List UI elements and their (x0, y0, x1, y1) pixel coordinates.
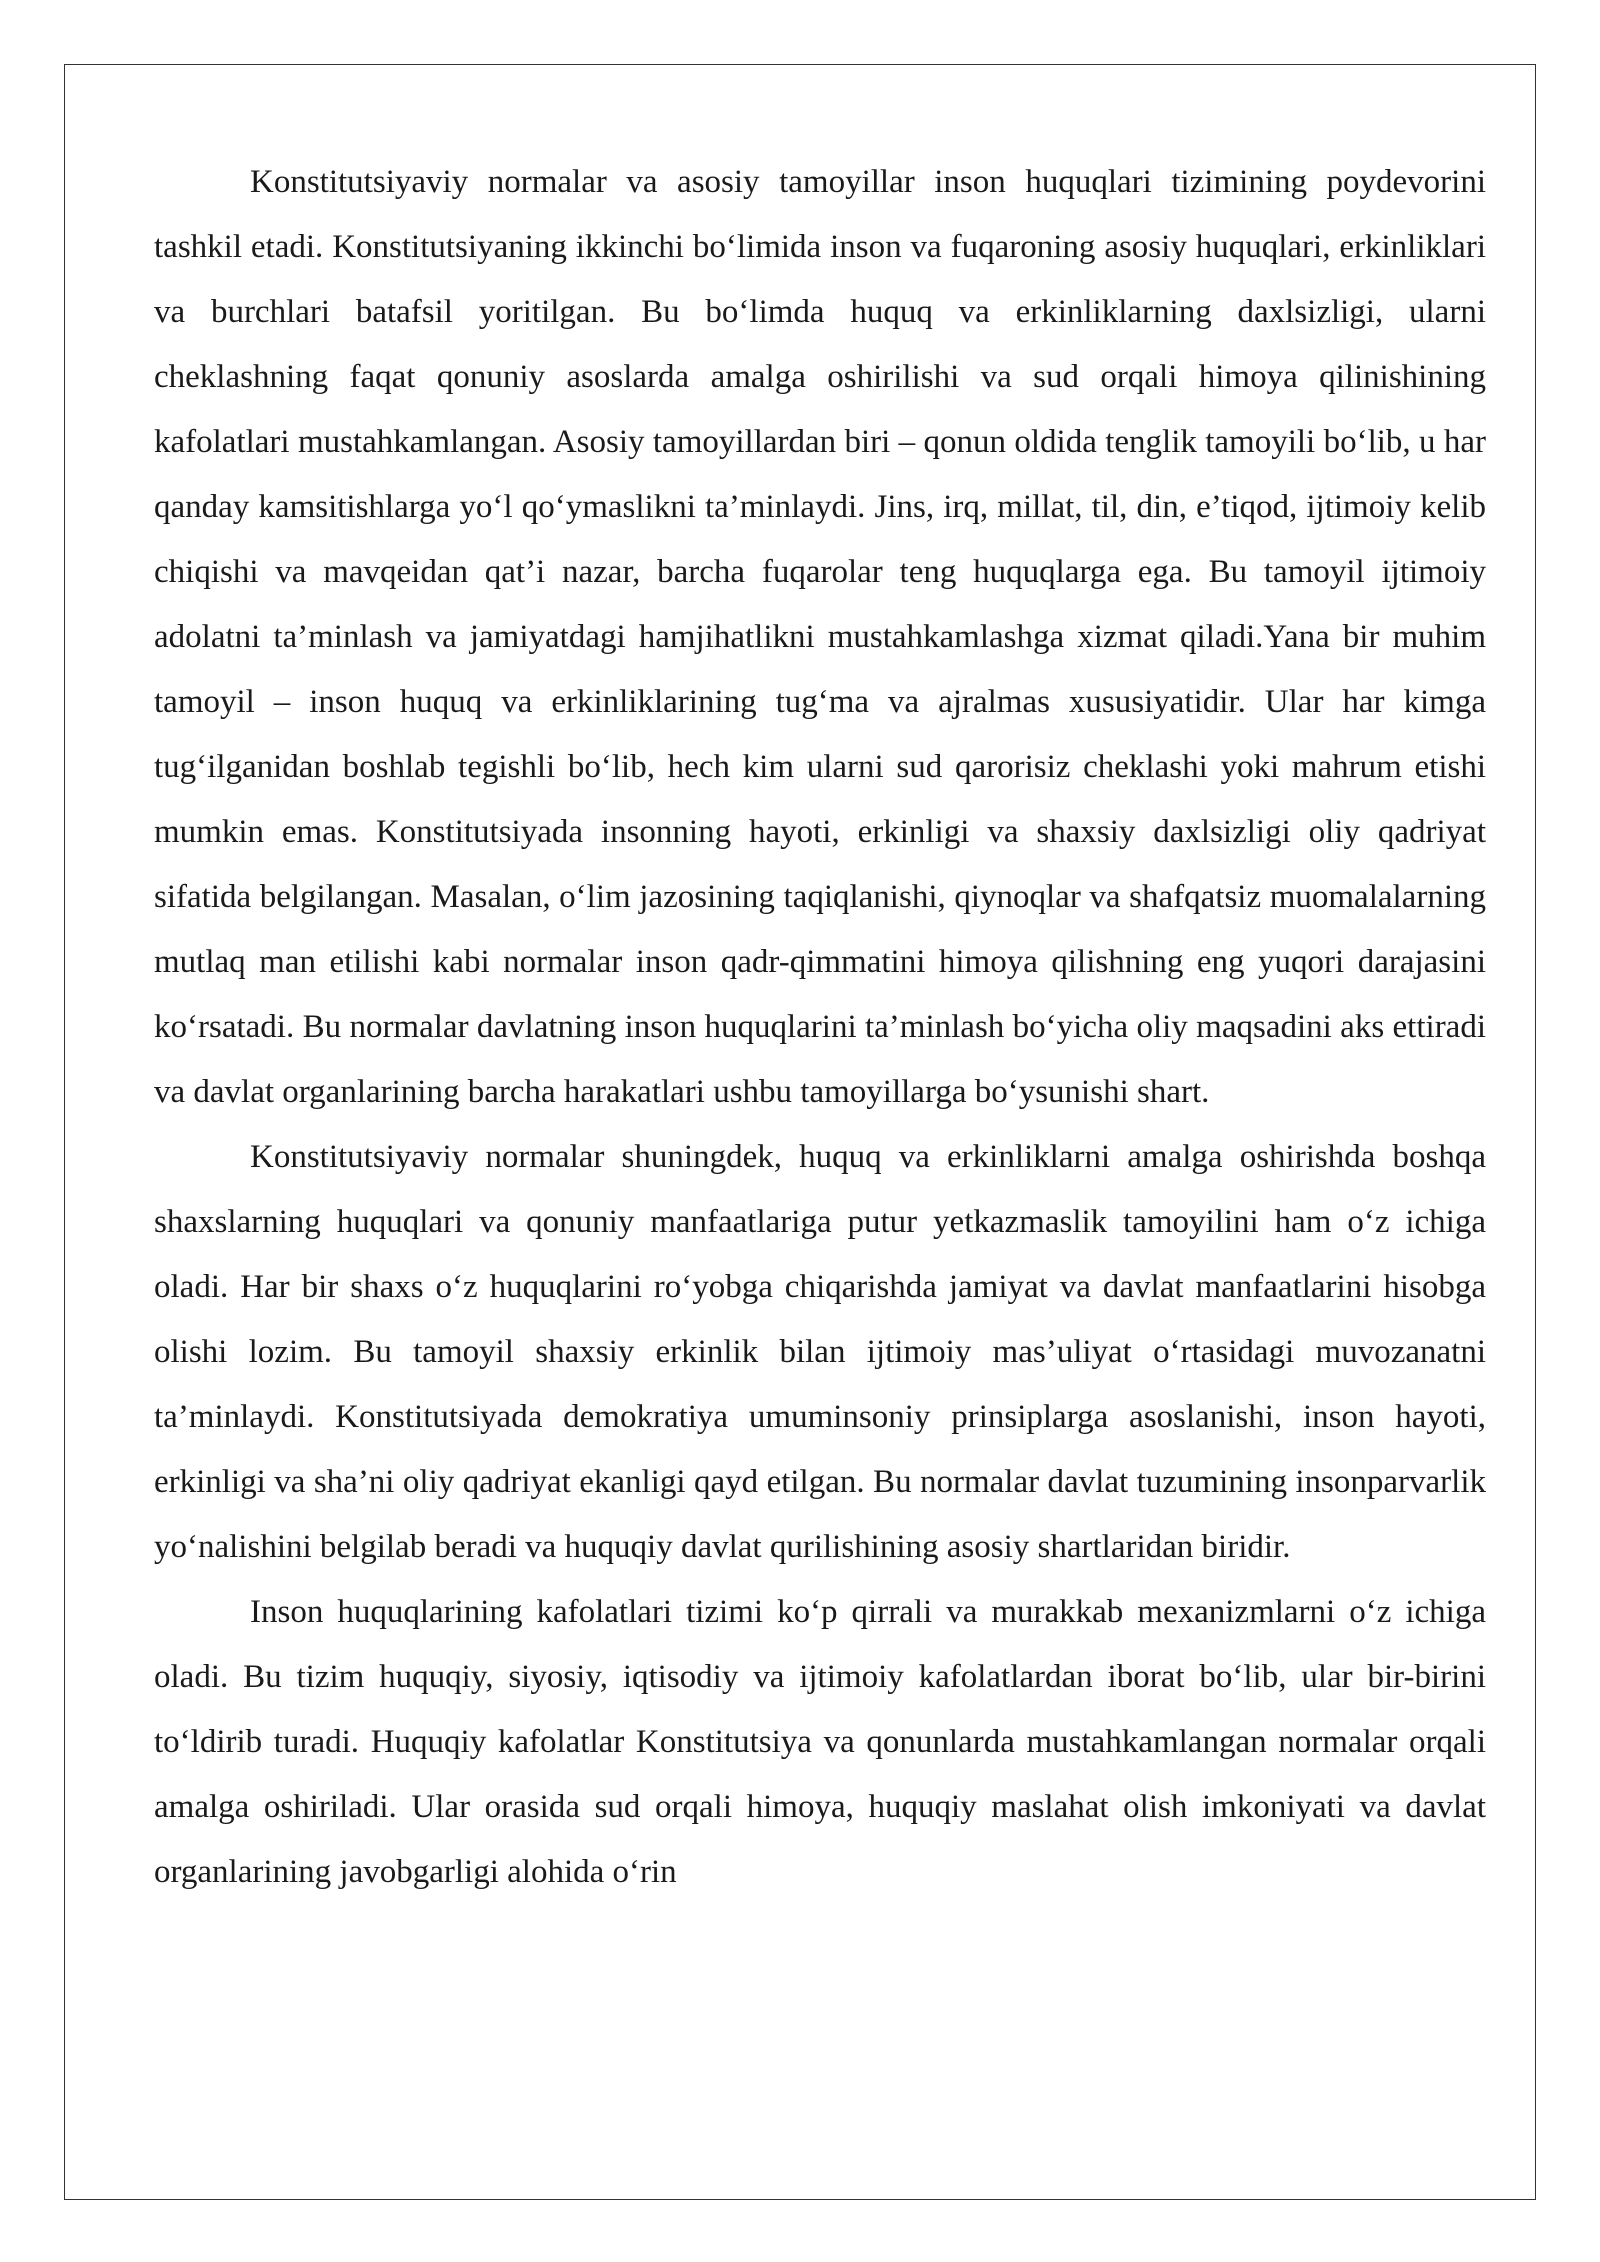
document-body (154, 150, 1486, 1905)
paragraph-3: Inson huquqlarining kafolatlari tizimi ko‘p qirrali va murakkab mexanizmlarni o‘z ichiga oladi. Bu tizim huquqiy, siyosiy, iqtisodiy va ijtimoiy kafolatlardan iborat bo‘lib, ular bir-birini to‘ldirib turadi. Huquqiy kafolatlar Konstitutsiya va qonunlarda mustahkamlangan normalar orqali amalga oshiriladi. Ular orasida sud orqali himoya, huquqiy maslahat olish imkoniyati va davlat organlarining javobgarligi alohida o‘rin (154, 1594, 1486, 1890)
paragraph-1: Konstitutsiyaviy normalar va asosiy tamoyillar inson huquqlari tizimining poydevorini tashkil etadi. Konstitutsiyaning ikkinchi bo‘limida inson va fuqaroning asosiy huquqlari, erkinliklari va burchlari batafsil yoritilgan. Bu bo‘limda huquq va erkinliklarning daxlsizligi, ularni cheklashning faqat qonuniy asoslarda amalga oshirilishi va sud orqali himoya qilinishining kafolatlari mustahkamlangan. Asosiy tamoyillardan biri – qonun oldida tenglik tamoyili bo‘lib, u har qanday kamsitishlarga yo‘l qo‘ymaslikni ta’minlaydi. Jins, irq, millat, til, din, e’tiqod, ijtimoiy kelib chiqishi va mavqeidan qat’i nazar, barcha fuqarolar teng huquqlarga ega. Bu tamoyil ijtimoiy adolatni ta’minlash va jamiyatdagi hamjihatlikni mustahkamlashga xizmat qiladi.Yana bir muhim tamoyil – inson huquq va erkinliklarining tug‘ma va ajralmas xususiyatidir. Ular har kimga tug‘ilganidan boshlab tegishli bo‘lib, hech kim ularni sud qarorisiz cheklashi yoki mahrum etishi mumkin emas. Konstitutsiyada insonning hayoti, erkinligi va shaxsiy daxlsizligi oliy qadriyat sifatida belgilangan. Masalan, o‘lim jazosining taqiqlanishi, qiynoqlar va shafqatsiz muomalalarning mutlaq man etilishi kabi normalar inson qadr-qimmatini himoya qilishning eng yuqori darajasini ko‘rsatadi. Bu normalar davlatning inson huquqlarini ta’minlash bo‘yicha oliy maqsadini aks ettiradi va davlat organlarining barcha harakatlari ushbu tamoyillarga bo‘ysunishi shart. (154, 164, 1486, 1110)
paragraph-2: Konstitutsiyaviy normalar shuningdek, huquq va erkinliklarni amalga oshirishda boshqa shaxslarning huquqlari va qonuniy manfaatlariga putur yetkazmaslik tamoyilini ham o‘z ichiga oladi. Har bir shaxs o‘z huquqlarini ro‘yobga chiqarishda jamiyat va davlat manfaatlarini hisobga olishi lozim. Bu tamoyil shaxsiy erkinlik bilan ijtimoiy mas’uliyat o‘rtasidagi muvozanatni ta’minlaydi. Konstitutsiyada demokratiya umuminsoniy prinsiplarga asoslanishi, inson hayoti, erkinligi va sha’ni oliy qadriyat ekanligi qayd etilgan. Bu normalar davlat tuzumining insonparvarlik yo‘nalishini belgilab beradi va huquqiy davlat qurilishining asosiy shartlaridan biridir. (154, 1139, 1486, 1565)
